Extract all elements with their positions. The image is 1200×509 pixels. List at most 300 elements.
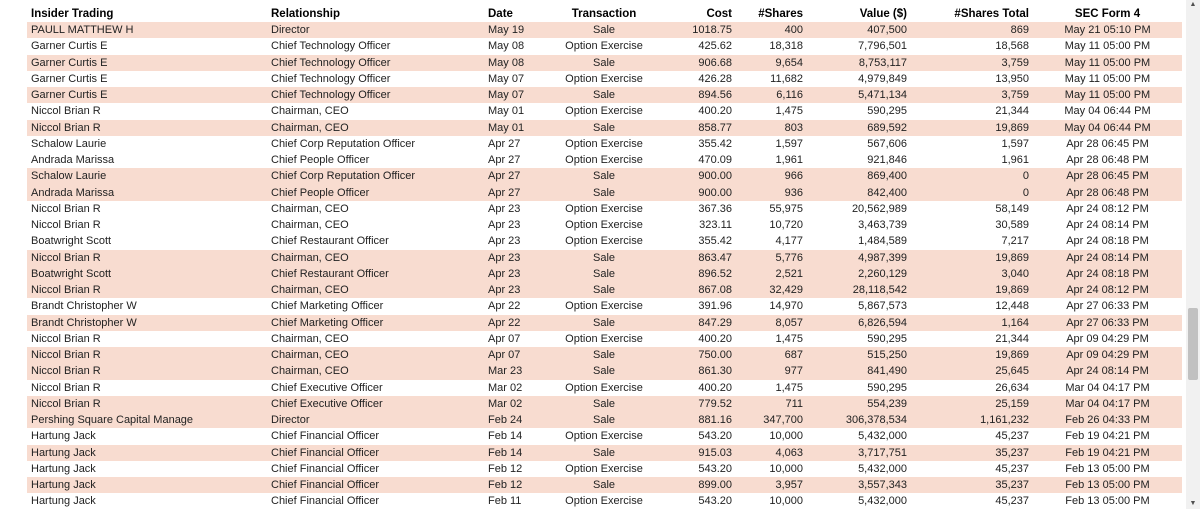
value-cell: 407,500 [807, 22, 911, 38]
relationship-cell: Director [267, 22, 484, 38]
transaction-cell: Sale [544, 250, 664, 266]
insider-link[interactable]: PAULL MATTHEW H [27, 22, 267, 38]
value-cell: 869,400 [807, 168, 911, 184]
date-cell: Apr 23 [484, 266, 544, 282]
insider-link[interactable]: Hartung Jack [27, 461, 267, 477]
cost-cell: 400.20 [664, 380, 736, 396]
shares-cell: 1,597 [736, 136, 807, 152]
triangle-up-icon[interactable]: ▲ [1189, 1, 1197, 8]
value-cell: 306,378,534 [807, 412, 911, 428]
date-cell: Apr 27 [484, 136, 544, 152]
insider-link[interactable]: Niccol Brian R [27, 396, 267, 412]
cost-cell: 426.28 [664, 71, 736, 87]
cost-cell: 355.42 [664, 136, 736, 152]
sec-form-link[interactable]: Apr 24 08:12 PM [1033, 282, 1182, 298]
insider-link[interactable]: Niccol Brian R [27, 282, 267, 298]
sec-form-link[interactable]: Feb 19 04:21 PM [1033, 428, 1182, 444]
relationship-cell: Chief People Officer [267, 185, 484, 201]
relationship-cell: Chief Corp Reputation Officer [267, 136, 484, 152]
date-cell: May 07 [484, 71, 544, 87]
insider-link[interactable]: Andrada Marissa [27, 185, 267, 201]
transaction-cell: Option Exercise [544, 233, 664, 249]
table-row [27, 185, 1182, 201]
insider-link[interactable]: Hartung Jack [27, 428, 267, 444]
relationship-cell: Chief Technology Officer [267, 71, 484, 87]
relationship-cell: Chairman, CEO [267, 217, 484, 233]
date-cell: Feb 14 [484, 428, 544, 444]
shares-cell: 18,318 [736, 38, 807, 54]
relationship-cell: Chairman, CEO [267, 103, 484, 119]
header-insider[interactable]: Insider Trading [31, 7, 114, 20]
date-cell: Feb 12 [484, 477, 544, 493]
transaction-cell: Sale [544, 168, 664, 184]
cost-cell: 391.96 [664, 298, 736, 314]
insider-link[interactable]: Niccol Brian R [27, 250, 267, 266]
sec-form-link[interactable]: Apr 09 04:29 PM [1033, 347, 1182, 363]
shares-cell: 687 [736, 347, 807, 363]
cost-cell: 894.56 [664, 87, 736, 103]
value-cell: 590,295 [807, 331, 911, 347]
sec-form-link[interactable]: Apr 28 06:48 PM [1033, 152, 1182, 168]
insider-link[interactable]: Garner Curtis E [27, 55, 267, 71]
shares-total-cell: 19,869 [911, 250, 1033, 266]
date-cell: May 07 [484, 87, 544, 103]
transaction-cell: Option Exercise [544, 331, 664, 347]
shares-cell: 3,957 [736, 477, 807, 493]
shares-total-cell: 21,344 [911, 103, 1033, 119]
sec-form-link[interactable]: Apr 28 06:45 PM [1033, 136, 1182, 152]
table-row [27, 282, 1182, 298]
table-row [27, 493, 1182, 509]
value-cell: 515,250 [807, 347, 911, 363]
insider-link[interactable]: Niccol Brian R [27, 363, 267, 379]
sec-form-link[interactable]: Apr 09 04:29 PM [1033, 331, 1182, 347]
transaction-cell: Option Exercise [544, 152, 664, 168]
date-cell: Feb 14 [484, 445, 544, 461]
cost-cell: 400.20 [664, 331, 736, 347]
shares-total-cell: 1,961 [911, 152, 1033, 168]
cost-cell: 867.08 [664, 282, 736, 298]
sec-form-link[interactable]: Apr 24 08:14 PM [1033, 250, 1182, 266]
insider-link[interactable]: Hartung Jack [27, 493, 267, 509]
value-cell: 554,239 [807, 396, 911, 412]
cost-cell: 896.52 [664, 266, 736, 282]
sec-form-link[interactable]: May 21 05:10 PM [1033, 22, 1182, 38]
vertical-scrollbar[interactable] [1186, 0, 1200, 509]
table-row [27, 120, 1182, 136]
value-cell: 590,295 [807, 380, 911, 396]
cost-cell: 900.00 [664, 185, 736, 201]
value-cell: 842,400 [807, 185, 911, 201]
value-cell: 5,432,000 [807, 493, 911, 509]
cost-cell: 900.00 [664, 168, 736, 184]
relationship-cell: Chief Technology Officer [267, 38, 484, 54]
table-row [27, 103, 1182, 119]
shares-total-cell: 45,237 [911, 428, 1033, 444]
relationship-cell: Chief People Officer [267, 152, 484, 168]
value-cell: 3,463,739 [807, 217, 911, 233]
sec-form-link[interactable]: Apr 27 06:33 PM [1033, 315, 1182, 331]
transaction-cell: Sale [544, 282, 664, 298]
date-cell: Mar 02 [484, 396, 544, 412]
table-row [27, 136, 1182, 152]
relationship-cell: Chief Executive Officer [267, 380, 484, 396]
relationship-cell: Chief Marketing Officer [267, 315, 484, 331]
value-cell: 3,717,751 [807, 445, 911, 461]
shares-cell: 9,654 [736, 55, 807, 71]
sec-form-link[interactable]: Apr 28 06:48 PM [1033, 185, 1182, 201]
table-row [27, 250, 1182, 266]
value-cell: 5,432,000 [807, 428, 911, 444]
sec-form-link[interactable]: Apr 24 08:14 PM [1033, 363, 1182, 379]
value-cell: 841,490 [807, 363, 911, 379]
cost-cell: 861.30 [664, 363, 736, 379]
shares-total-cell: 12,448 [911, 298, 1033, 314]
shares-total-cell: 58,149 [911, 201, 1033, 217]
table-row [27, 152, 1182, 168]
header-shares-total[interactable]: #Shares Total [954, 7, 1029, 20]
transaction-cell: Option Exercise [544, 71, 664, 87]
shares-total-cell: 45,237 [911, 461, 1033, 477]
sec-form-link[interactable]: May 11 05:00 PM [1033, 55, 1182, 71]
transaction-cell: Option Exercise [544, 461, 664, 477]
shares-total-cell: 869 [911, 22, 1033, 38]
date-cell: May 01 [484, 120, 544, 136]
insider-link[interactable]: Niccol Brian R [27, 217, 267, 233]
relationship-cell: Chairman, CEO [267, 347, 484, 363]
transaction-cell: Option Exercise [544, 201, 664, 217]
relationship-cell: Chief Technology Officer [267, 55, 484, 71]
cost-cell: 750.00 [664, 347, 736, 363]
cost-cell: 400.20 [664, 103, 736, 119]
table-row [27, 87, 1182, 103]
sec-form-link[interactable]: Feb 13 05:00 PM [1033, 461, 1182, 477]
cost-cell: 881.16 [664, 412, 736, 428]
value-cell: 20,562,989 [807, 201, 911, 217]
sec-form-link[interactable]: Mar 04 04:17 PM [1033, 380, 1182, 396]
insider-link[interactable]: Niccol Brian R [27, 201, 267, 217]
relationship-cell: Chief Financial Officer [267, 493, 484, 509]
header-relationship[interactable]: Relationship [271, 7, 341, 20]
relationship-cell: Chairman, CEO [267, 282, 484, 298]
relationship-cell: Chief Corp Reputation Officer [267, 168, 484, 184]
transaction-cell: Sale [544, 347, 664, 363]
date-cell: Mar 02 [484, 380, 544, 396]
shares-cell: 6,116 [736, 87, 807, 103]
shares-total-cell: 26,634 [911, 380, 1033, 396]
cost-cell: 1018.75 [664, 22, 736, 38]
value-cell: 5,471,134 [807, 87, 911, 103]
value-cell: 5,867,573 [807, 298, 911, 314]
cost-cell: 425.62 [664, 38, 736, 54]
transaction-cell: Option Exercise [544, 136, 664, 152]
relationship-cell: Chairman, CEO [267, 120, 484, 136]
sec-form-link[interactable]: Apr 24 08:18 PM [1033, 233, 1182, 249]
shares-cell: 711 [736, 396, 807, 412]
table-row [27, 461, 1182, 477]
shares-total-cell: 0 [911, 168, 1033, 184]
shares-total-cell: 19,869 [911, 120, 1033, 136]
table-row [27, 201, 1182, 217]
relationship-cell: Chief Financial Officer [267, 461, 484, 477]
sec-form-link[interactable]: Feb 13 05:00 PM [1033, 493, 1182, 509]
relationship-cell: Director [267, 412, 484, 428]
date-cell: Apr 07 [484, 347, 544, 363]
value-cell: 4,979,849 [807, 71, 911, 87]
date-cell: May 08 [484, 38, 544, 54]
table-header-row [27, 5, 1182, 22]
transaction-cell: Sale [544, 22, 664, 38]
insider-link[interactable]: Boatwright Scott [27, 266, 267, 282]
insider-link[interactable]: Niccol Brian R [27, 120, 267, 136]
cost-cell: 863.47 [664, 250, 736, 266]
shares-total-cell: 1,164 [911, 315, 1033, 331]
transaction-cell: Option Exercise [544, 493, 664, 509]
transaction-cell: Option Exercise [544, 298, 664, 314]
sec-form-link[interactable]: Apr 24 08:14 PM [1033, 217, 1182, 233]
shares-total-cell: 1,597 [911, 136, 1033, 152]
insider-link[interactable]: Niccol Brian R [27, 380, 267, 396]
insider-link[interactable]: Schalow Laurie [27, 136, 267, 152]
transaction-cell: Sale [544, 477, 664, 493]
transaction-cell: Sale [544, 396, 664, 412]
cost-cell: 367.36 [664, 201, 736, 217]
date-cell: Apr 27 [484, 185, 544, 201]
shares-cell: 936 [736, 185, 807, 201]
value-cell: 4,987,399 [807, 250, 911, 266]
shares-total-cell: 19,869 [911, 282, 1033, 298]
insider-link[interactable]: Brandt Christopher W [27, 315, 267, 331]
insider-link[interactable]: Garner Curtis E [27, 38, 267, 54]
table-row [27, 396, 1182, 412]
scrollbar-thumb[interactable] [1188, 308, 1198, 380]
relationship-cell: Chief Restaurant Officer [267, 266, 484, 282]
relationship-cell: Chief Marketing Officer [267, 298, 484, 314]
shares-total-cell: 25,645 [911, 363, 1033, 379]
shares-total-cell: 45,237 [911, 493, 1033, 509]
transaction-cell: Option Exercise [544, 380, 664, 396]
table-row [27, 22, 1182, 38]
insider-link[interactable]: Garner Curtis E [27, 87, 267, 103]
date-cell: Apr 22 [484, 298, 544, 314]
value-cell: 2,260,129 [807, 266, 911, 282]
date-cell: Feb 11 [484, 493, 544, 509]
sec-form-link[interactable]: Apr 24 08:12 PM [1033, 201, 1182, 217]
table-row [27, 217, 1182, 233]
sec-form-link[interactable]: Feb 19 04:21 PM [1033, 445, 1182, 461]
cost-cell: 323.11 [664, 217, 736, 233]
shares-cell: 11,682 [736, 71, 807, 87]
sec-form-link[interactable]: May 11 05:00 PM [1033, 87, 1182, 103]
insider-link[interactable]: Niccol Brian R [27, 331, 267, 347]
sec-form-link[interactable]: Apr 24 08:18 PM [1033, 266, 1182, 282]
table-row [27, 233, 1182, 249]
shares-cell: 1,475 [736, 380, 807, 396]
shares-total-cell: 3,040 [911, 266, 1033, 282]
table-row [27, 38, 1182, 54]
table-row [27, 380, 1182, 396]
shares-total-cell: 0 [911, 185, 1033, 201]
shares-cell: 977 [736, 363, 807, 379]
table-row [27, 347, 1182, 363]
value-cell: 5,432,000 [807, 461, 911, 477]
relationship-cell: Chief Financial Officer [267, 445, 484, 461]
cost-cell: 858.77 [664, 120, 736, 136]
shares-cell: 14,970 [736, 298, 807, 314]
transaction-cell: Sale [544, 55, 664, 71]
shares-total-cell: 3,759 [911, 87, 1033, 103]
header-value[interactable]: Value ($) [859, 7, 907, 20]
insider-link[interactable]: Niccol Brian R [27, 347, 267, 363]
table-row [27, 445, 1182, 461]
shares-total-cell: 1,161,232 [911, 412, 1033, 428]
date-cell: Apr 27 [484, 152, 544, 168]
value-cell: 28,118,542 [807, 282, 911, 298]
transaction-cell: Sale [544, 87, 664, 103]
shares-total-cell: 3,759 [911, 55, 1033, 71]
sec-form-link[interactable]: May 11 05:00 PM [1033, 71, 1182, 87]
insider-link[interactable]: Pershing Square Capital Manage [27, 412, 267, 428]
shares-cell: 2,521 [736, 266, 807, 282]
shares-cell: 1,961 [736, 152, 807, 168]
date-cell: Apr 23 [484, 282, 544, 298]
shares-cell: 32,429 [736, 282, 807, 298]
insider-link[interactable]: Garner Curtis E [27, 71, 267, 87]
insider-link[interactable]: Hartung Jack [27, 445, 267, 461]
sec-form-link[interactable]: Apr 27 06:33 PM [1033, 298, 1182, 314]
date-cell: Apr 07 [484, 331, 544, 347]
shares-total-cell: 13,950 [911, 71, 1033, 87]
transaction-cell: Option Exercise [544, 217, 664, 233]
transaction-cell: Option Exercise [544, 428, 664, 444]
transaction-cell: Option Exercise [544, 38, 664, 54]
shares-cell: 803 [736, 120, 807, 136]
shares-cell: 1,475 [736, 103, 807, 119]
sec-form-link[interactable]: Feb 26 04:33 PM [1033, 412, 1182, 428]
relationship-cell: Chairman, CEO [267, 331, 484, 347]
cost-cell: 906.68 [664, 55, 736, 71]
relationship-cell: Chief Restaurant Officer [267, 233, 484, 249]
shares-cell: 966 [736, 168, 807, 184]
date-cell: Apr 22 [484, 315, 544, 331]
transaction-cell: Sale [544, 363, 664, 379]
sec-form-link[interactable]: May 04 06:44 PM [1033, 103, 1182, 119]
cost-cell: 543.20 [664, 428, 736, 444]
date-cell: Mar 23 [484, 363, 544, 379]
relationship-cell: Chairman, CEO [267, 250, 484, 266]
shares-total-cell: 21,344 [911, 331, 1033, 347]
transaction-cell: Sale [544, 412, 664, 428]
cost-cell: 355.42 [664, 233, 736, 249]
table-row [27, 315, 1182, 331]
relationship-cell: Chief Financial Officer [267, 477, 484, 493]
date-cell: Apr 23 [484, 233, 544, 249]
shares-total-cell: 30,589 [911, 217, 1033, 233]
header-date[interactable]: Date [488, 7, 513, 20]
transaction-cell: Sale [544, 445, 664, 461]
shares-total-cell: 19,869 [911, 347, 1033, 363]
insider-link[interactable]: Hartung Jack [27, 477, 267, 493]
table-row [27, 477, 1182, 493]
shares-total-cell: 35,237 [911, 445, 1033, 461]
shares-cell: 10,720 [736, 217, 807, 233]
date-cell: May 19 [484, 22, 544, 38]
table-row [27, 363, 1182, 379]
date-cell: Apr 23 [484, 250, 544, 266]
relationship-cell: Chief Financial Officer [267, 428, 484, 444]
sec-form-link[interactable]: May 11 05:00 PM [1033, 38, 1182, 54]
transaction-cell: Option Exercise [544, 103, 664, 119]
table-row [27, 55, 1182, 71]
table-row [27, 168, 1182, 184]
relationship-cell: Chief Technology Officer [267, 87, 484, 103]
date-cell: Apr 27 [484, 168, 544, 184]
insider-link[interactable]: Andrada Marissa [27, 152, 267, 168]
cost-cell: 470.09 [664, 152, 736, 168]
table-row [27, 412, 1182, 428]
shares-total-cell: 35,237 [911, 477, 1033, 493]
transaction-cell: Sale [544, 315, 664, 331]
insider-link[interactable]: Boatwright Scott [27, 233, 267, 249]
cost-cell: 847.29 [664, 315, 736, 331]
table-row [27, 428, 1182, 444]
value-cell: 3,557,343 [807, 477, 911, 493]
sec-form-link[interactable]: Mar 04 04:17 PM [1033, 396, 1182, 412]
shares-cell: 4,063 [736, 445, 807, 461]
shares-cell: 347,700 [736, 412, 807, 428]
shares-cell: 8,057 [736, 315, 807, 331]
transaction-cell: Sale [544, 185, 664, 201]
sec-form-link[interactable]: May 04 06:44 PM [1033, 120, 1182, 136]
date-cell: May 08 [484, 55, 544, 71]
date-cell: Apr 23 [484, 201, 544, 217]
sec-form-link[interactable]: Apr 28 06:45 PM [1033, 168, 1182, 184]
insider-link[interactable]: Schalow Laurie [27, 168, 267, 184]
shares-cell: 10,000 [736, 461, 807, 477]
transaction-cell: Sale [544, 266, 664, 282]
value-cell: 1,484,589 [807, 233, 911, 249]
insider-link[interactable]: Brandt Christopher W [27, 298, 267, 314]
shares-cell: 1,475 [736, 331, 807, 347]
cost-cell: 543.20 [664, 461, 736, 477]
triangle-down-icon[interactable]: ▼ [1189, 500, 1197, 507]
relationship-cell: Chairman, CEO [267, 201, 484, 217]
shares-cell: 4,177 [736, 233, 807, 249]
value-cell: 921,846 [807, 152, 911, 168]
shares-cell: 5,776 [736, 250, 807, 266]
relationship-cell: Chairman, CEO [267, 363, 484, 379]
table-row [27, 71, 1182, 87]
header-cost[interactable]: Cost [706, 7, 732, 20]
header-transaction[interactable]: Transaction [571, 7, 637, 20]
value-cell: 6,826,594 [807, 315, 911, 331]
insider-link[interactable]: Niccol Brian R [27, 103, 267, 119]
sec-form-link[interactable]: Feb 13 05:00 PM [1033, 477, 1182, 493]
shares-cell: 55,975 [736, 201, 807, 217]
value-cell: 689,592 [807, 120, 911, 136]
table-row [27, 266, 1182, 282]
header-shares[interactable]: #Shares [758, 7, 803, 20]
cost-cell: 543.20 [664, 493, 736, 509]
header-sec-form[interactable]: SEC Form 4 [1074, 7, 1141, 20]
shares-cell: 10,000 [736, 428, 807, 444]
shares-total-cell: 7,217 [911, 233, 1033, 249]
cost-cell: 899.00 [664, 477, 736, 493]
value-cell: 8,753,117 [807, 55, 911, 71]
insider-trading-table [27, 5, 1182, 509]
shares-total-cell: 18,568 [911, 38, 1033, 54]
table-row [27, 331, 1182, 347]
